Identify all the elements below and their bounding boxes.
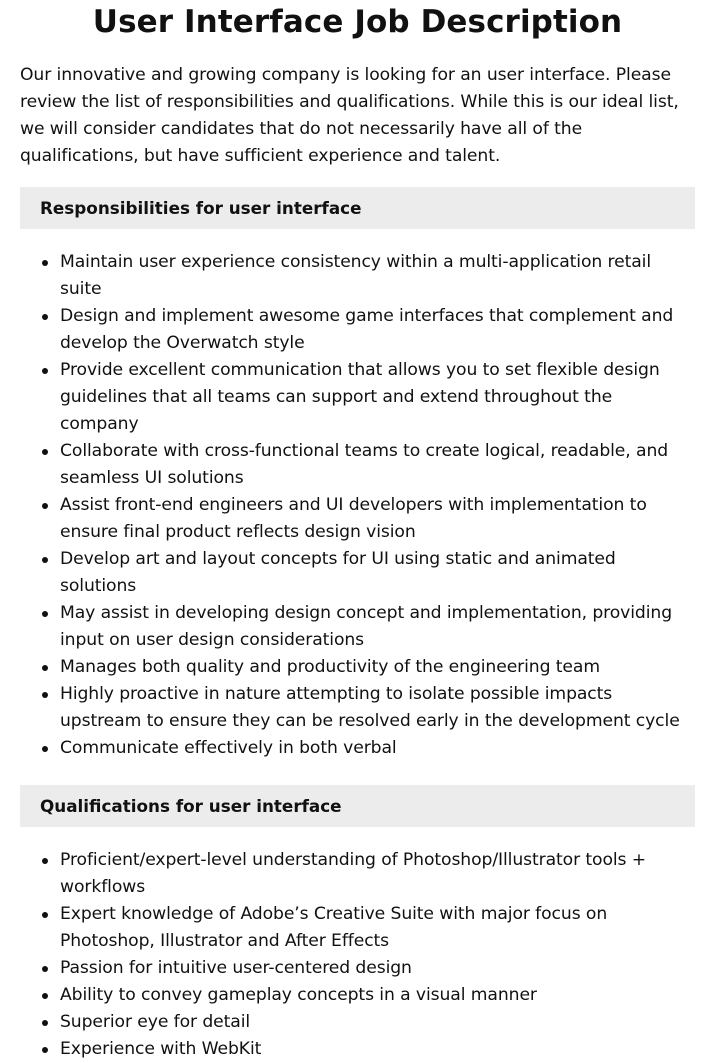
- page-title: User Interface Job Description: [92, 4, 623, 40]
- list-item: Passion for intuitive user-centered design: [60, 955, 695, 982]
- list-item: Experience with WebKit: [60, 1036, 695, 1063]
- qualifications-list: [20, 847, 695, 1063]
- list-item: May assist in developing design concept and implementation, providing input on user design considerations: [60, 600, 695, 654]
- list-item: Proficient/expert-level understanding of Photoshop/Illustrator tools + workflows: [60, 847, 695, 901]
- list-item: Design and implement awesome game interfaces that complement and develop the Overwatch style: [60, 303, 695, 357]
- list-item: Communicate effectively in both verbal: [60, 735, 695, 762]
- list-item: Collaborate with cross-functional teams to create logical, readable, and seamless UI solutions: [60, 438, 695, 492]
- list-item: Expert knowledge of Adobe’s Creative Suite with major focus on Photoshop, Illustrator and After Effects: [60, 901, 695, 955]
- list-item: Superior eye for detail: [60, 1009, 695, 1036]
- list-item: Provide excellent communication that allows you to set flexible design guidelines that all teams can support and extend throughout the company: [60, 357, 695, 438]
- responsibilities-list: [20, 249, 695, 762]
- list-item: Highly proactive in nature attempting to isolate possible impacts upstream to ensure they can be resolved early in the development cycle: [60, 681, 695, 735]
- list-item: Manages both quality and productivity of the engineering team: [60, 654, 695, 681]
- intro-paragraph: Our innovative and growing company is looking for an user interface. Please review the list of responsibilities and qualifications. While this is our ideal list, we will consider candidates that do not necessarily have all of the qualifications, but have sufficient experience and talent.: [20, 65, 679, 166]
- list-item: Develop art and layout concepts for UI using static and animated solutions: [60, 546, 695, 600]
- qualifications-heading: Qualifications for user interface: [20, 785, 695, 827]
- responsibilities-heading: Responsibilities for user interface: [20, 187, 695, 229]
- list-item: Maintain user experience consistency within a multi-application retail suite: [60, 249, 695, 303]
- list-item: Ability to convey gameplay concepts in a visual manner: [60, 982, 695, 1009]
- list-item: Assist front-end engineers and UI developers with implementation to ensure final product reflects design vision: [60, 492, 695, 546]
